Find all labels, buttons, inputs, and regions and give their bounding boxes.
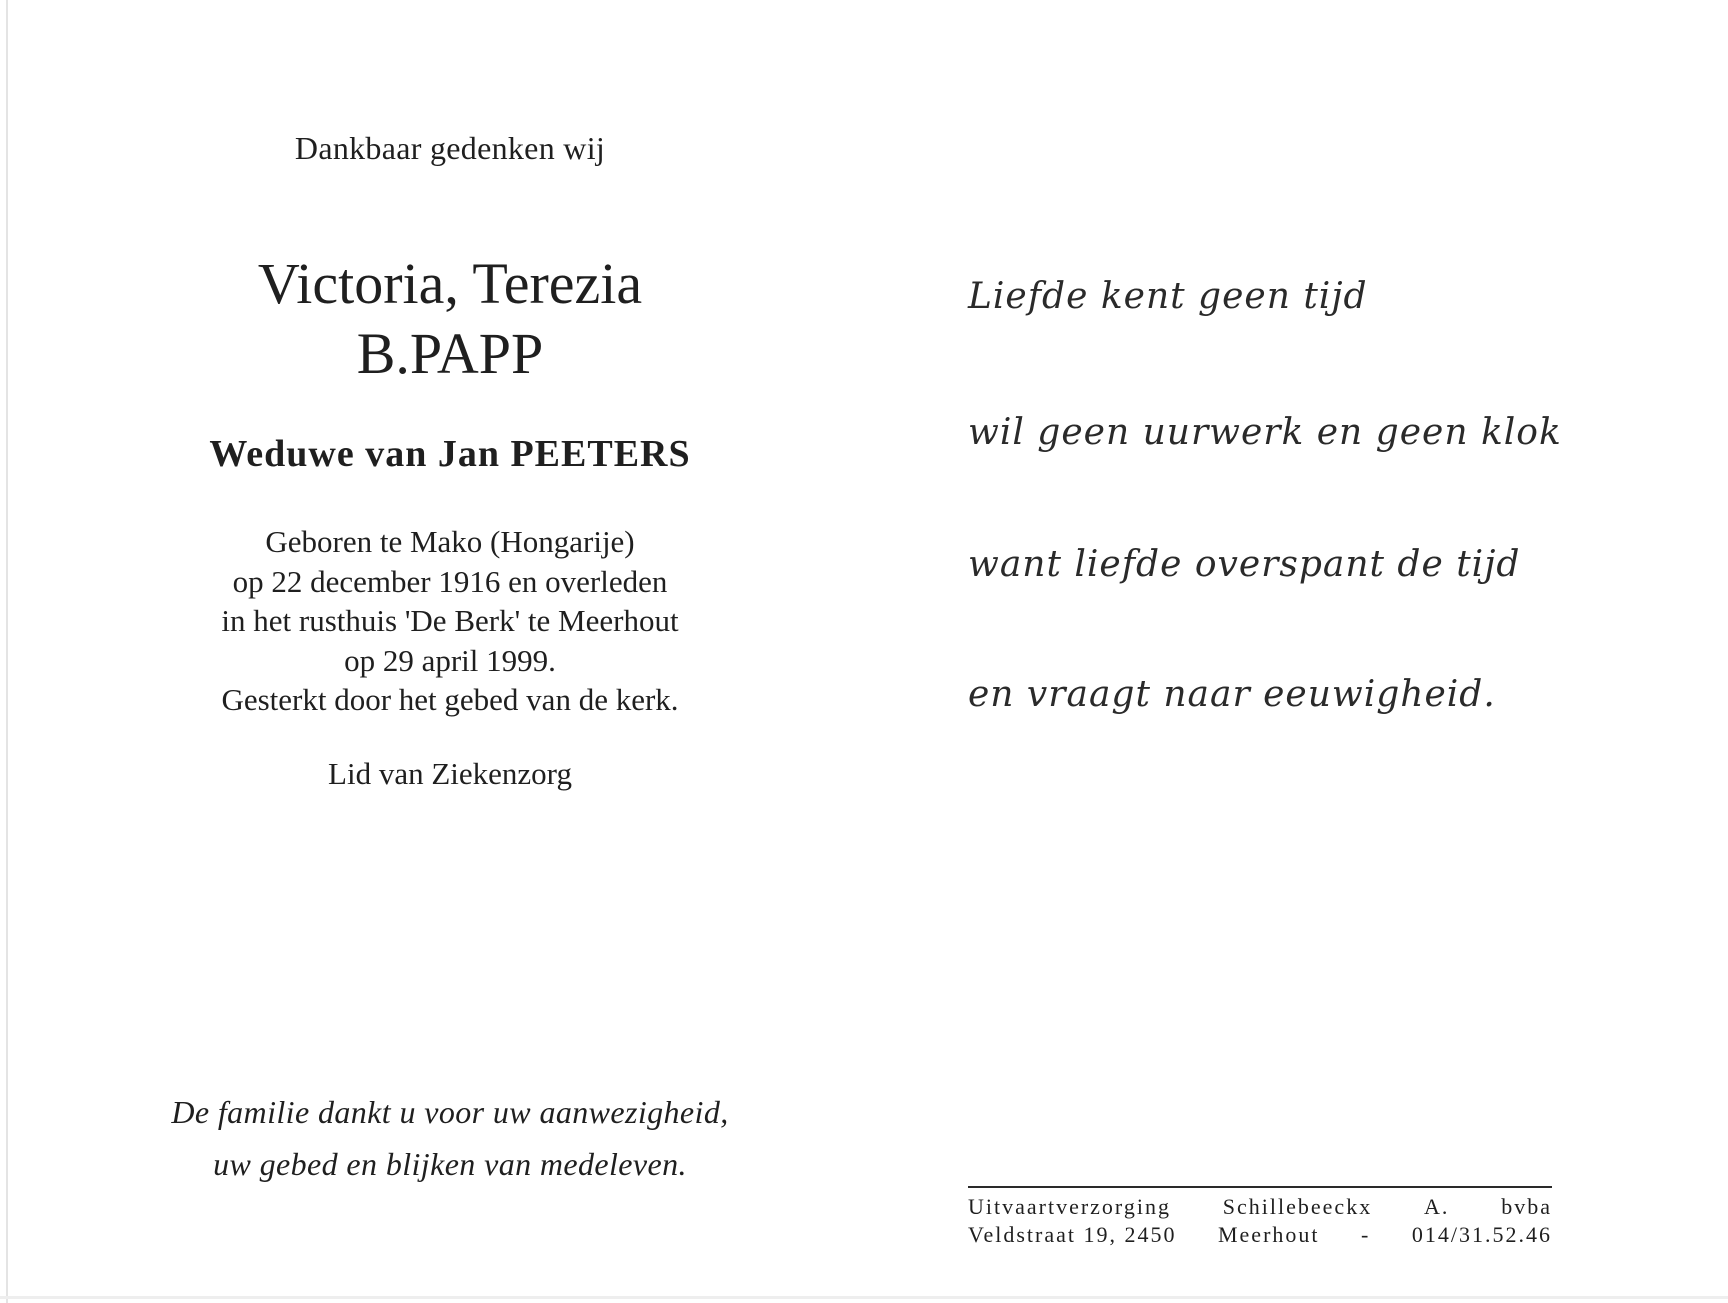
poem-line: want liefde overspant de tijd xyxy=(968,544,1521,585)
bio-line: op 29 april 1999. xyxy=(344,642,556,678)
footer-text: Meerhout xyxy=(1217,1222,1320,1247)
deceased-surname: B.PAPP xyxy=(356,321,544,386)
biography-block xyxy=(110,522,790,720)
bio-line: op 22 december 1916 en overleden xyxy=(232,563,668,599)
bio-line: in het rusthuis 'De Berk' te Meerhout xyxy=(221,603,679,638)
deceased-given-names: Victoria, Terezia xyxy=(257,251,643,316)
footer-text: Uitvaartverzorging xyxy=(968,1194,1171,1219)
footer-text: A. xyxy=(1424,1194,1450,1219)
footer-text: Schillebeeckx xyxy=(1222,1194,1373,1219)
bio-line: Geboren te Mako (Hongarije) xyxy=(265,524,635,559)
bio-line: Gesterkt door het gebed van de kerk. xyxy=(221,682,679,717)
thanks-line: uw gebed en blijken van medeleven. xyxy=(213,1146,687,1182)
widow-of-line: Weduwe van Jan PEETERS xyxy=(209,433,691,475)
funeral-home-address xyxy=(968,1222,1552,1248)
funeral-home-name xyxy=(968,1194,1552,1220)
footer-text: 014/31.52.46 xyxy=(1411,1222,1552,1247)
card-edge-bottom xyxy=(0,1296,1728,1299)
thanks-block xyxy=(110,1086,790,1190)
footer-text: bvba xyxy=(1501,1194,1552,1219)
thanks-line: De familie dankt u voor uw aanwezigheid, xyxy=(171,1094,729,1130)
poem-line: Liefde kent geen tijd xyxy=(968,276,1368,317)
card-edge-left xyxy=(6,0,8,1303)
intro-text: Dankbaar gedenken wij xyxy=(294,130,606,166)
footer-divider xyxy=(968,1186,1552,1188)
poem-line: wil geen uurwerk en geen klok xyxy=(968,412,1562,453)
footer-text: - xyxy=(1361,1222,1371,1247)
footer-text: Veldstraat 19, 2450 xyxy=(968,1222,1177,1247)
membership-text: Lid van Ziekenzorg xyxy=(328,756,572,791)
poem-line: en vraagt naar eeuwigheid. xyxy=(968,674,1496,715)
